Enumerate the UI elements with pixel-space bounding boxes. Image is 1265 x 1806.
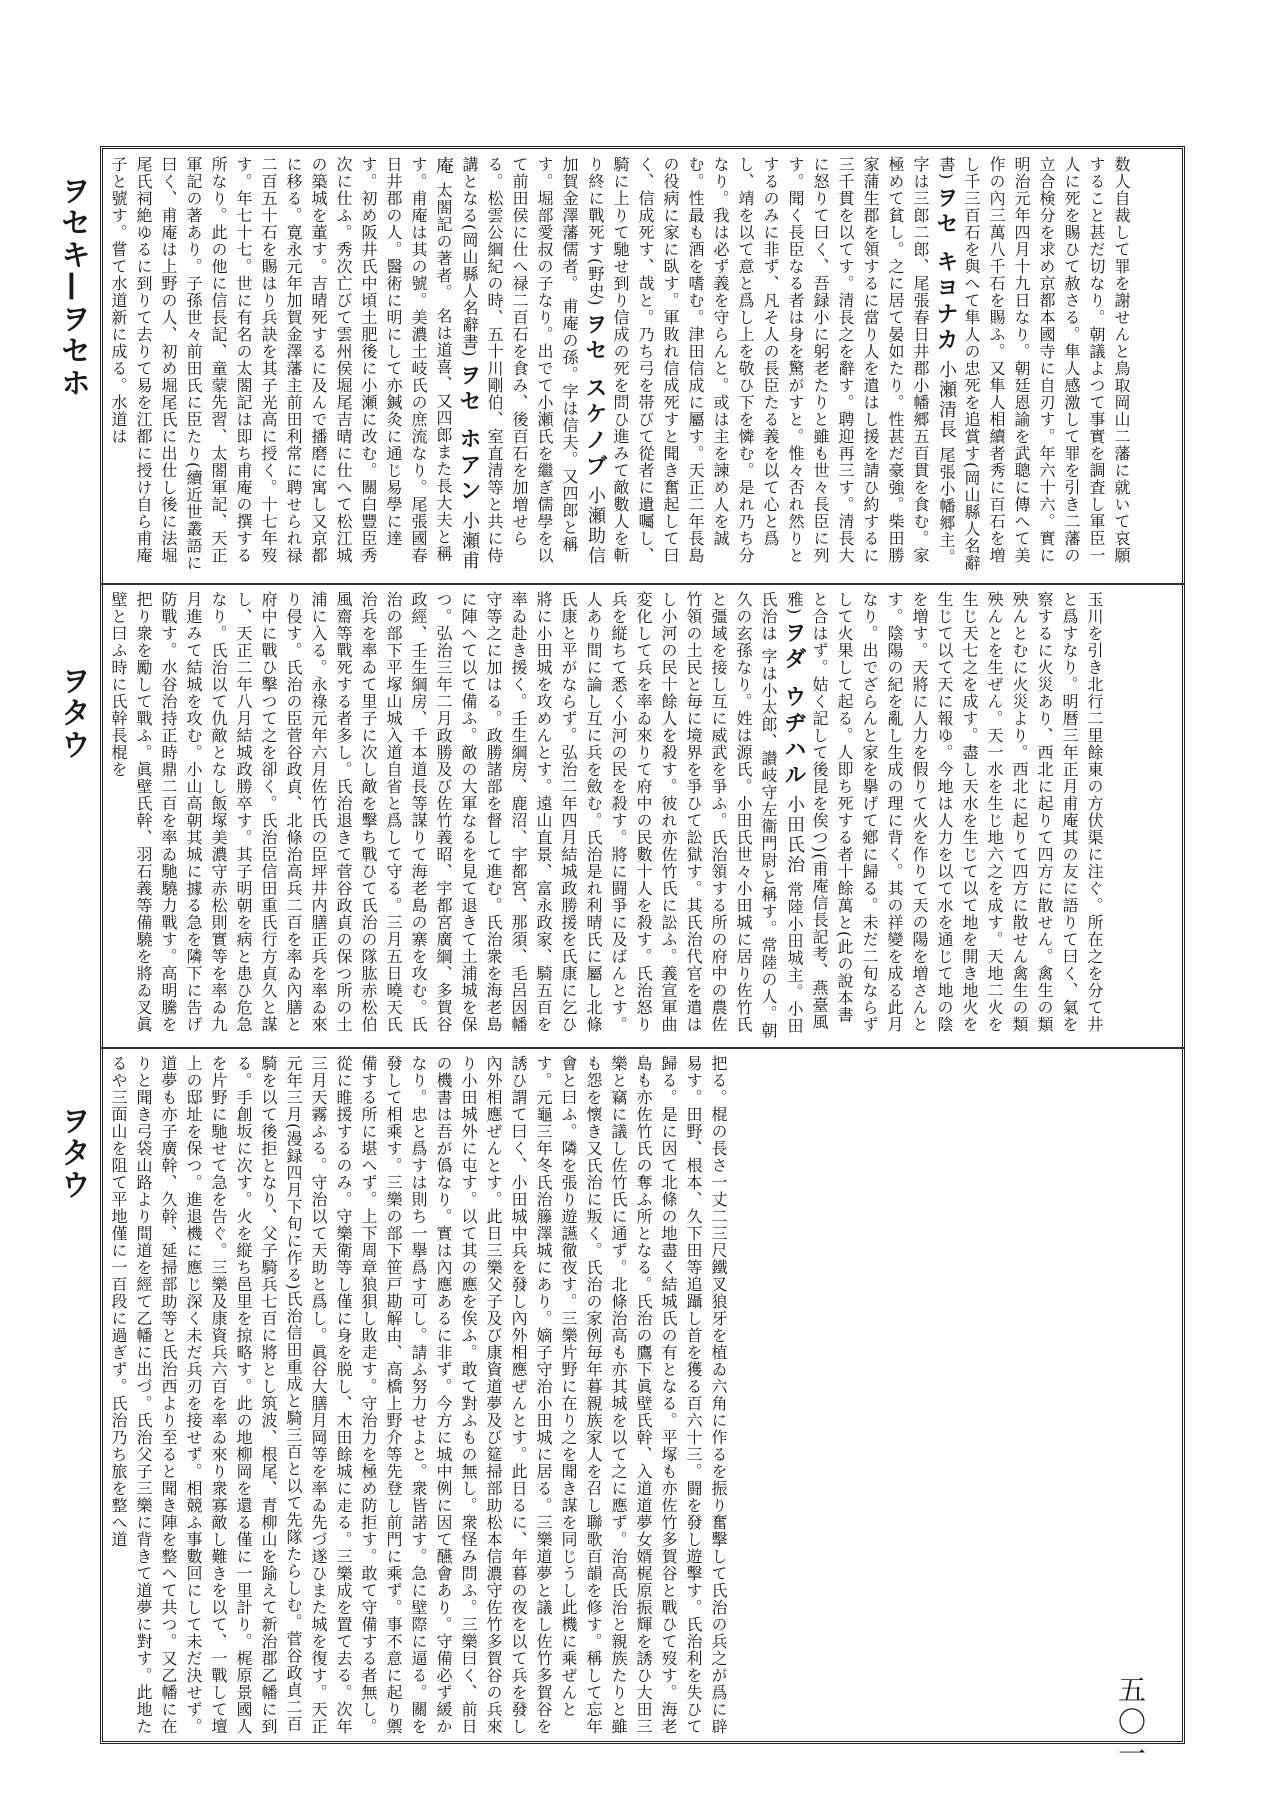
section-middle-text xyxy=(104,587,1109,1044)
entry-origin-hoan: 太閤記の著者。 xyxy=(434,182,453,302)
section-middle xyxy=(104,587,1181,1044)
entry-text-kiyonaga: 字は三郎二郎、尾張春日井郡小幡郷五百貫を食む。家極めて貧し。之に居て晏如たり。性甚だ豪強。柴田勝家蒲生郡を領するに當り人を遣はし援を請ひ約するに三千貫を以てす。清長之を辭す。聘迎再三す。清長大に怒りて曰く、吾録小に躬老たりと雖も世々長臣に列す。聞く長臣なる者は身を驚がすと。惟々否れ然りとするのみに非ず、凡そ人の長臣たる義を以て心と爲し、靖を以て意と爲し上を敬ひ下を憐む。是れ乃ち分なり。我は必ず義を守らんと。或は主を諫め人を誠む。性最も酒を嗜む。津田信成に屬す。天正二年長島の役病に家に臥す。軍敗れ信成死すと聞き奮起して曰く、信成死す、哉と。乃ち弓を帯びて從者に遺囑し、騎に上りて馳せ到り信成の死を問ひ進みて敵數人を斬り終に戰死す(野史) xyxy=(586,156,930,564)
entry-text-sukenobu: 甫庵の孫。字は信夫。又四郎と稱す。堀部愛叔の子なり。出でて小瀬氏を繼ぎ儒學を以て前田侯に仕へ禄二百石を食み、後百石を加増せらる。松雲公綱紀の時、五十川剛伯、室直清等と共に侍講となる(岡山縣人名辭書) xyxy=(460,156,579,564)
section-bottom-text: 把る。棍の長さ一丈二三尺鐵叉狼牙を植ゐ六角に作るを振り奮擊して氏治の兵之が爲に辟易す。田野、根本、久下田等追躡し首を獲る百六十三。闘を發し遊擊す。氏治利を失ひて歸る。是に因て北條の地盡く結城氏の有となる。平塚も亦佐竹多賀谷と戰ひて歿す。海老島も亦佐竹氏の奪ふ所となる。氏治の鷹下眞壁氏幹、入道道夢女婿梶原振輝を誘ひ大田三樂と竊に議し佐竹氏に通ず。北條治高も亦其城を以て之に應ず。治高氏治と親族たりと雖も怨を懷き又氏治に叛く。氏治の家例毎年暮親族家人を召し聯歌百韻を修す。稱して忘年會と曰ふ。隣を張り遊讌徹夜す。三樂片野に在り之を聞き謀を同じうし此機に乘ぜんとす。元龜三年冬氏治籐澤城にあり。嫡子守治小田城に居る。三樂道夢と議し佐竹多賀谷を誘ひ謂て曰く、小田城中兵を發し內外相應ぜんとす。此日るに、年暮の夜を以て兵を發し內外相應ぜんとす。此日三樂父子及び康資道夢及び筵掃部助松本信濃守佐竹多賀谷の兵來り小田城外に屯す。以て其の應を俟ふ。敢て對ふもの無し。衆怪み問ふ。三樂曰く、前日の機書は吾が僞なり。實は內應あるに非ず。今方に城中例に因て醼會あり。守備必ず緩かなり。忠と爲すは則ち一擧爲す可し。請ふ努力せよと。衆皆諾す。急に壁際に逼る。關を發して相乘す。三樂の部下笹戸勘解由、高橋上野介等先登し前門に乘ず。事不意に起り禦備する所に堪へず。上下周章狼狽し敗走す。守治力を極め防拒す。敢て守備する者無し。從に睢援するのみ。守樂衛等し僅に身を脱し、木田餘城に走る。三樂成を置て去る。次年三月天霧ふる。守治以て天助と爲し。眞谷大膳月岡等を率ゐ先づ遂ひまた城を復す。天正元年三月(漫録四月下旬に作る)氏治信田重成と騎三百と以て先隊たらしむ。菅谷政貞二百騎を以て後拒となり、父子騎兵七百に將とし筑波、根尾、青柳山を踰えて新治郡乙幡に到る。手創坂に次す。火を縦ち邑里を掠略す。此の地柳岡を還る僅に一里計り。梶原景國人を片野に馳せて急を告ぐ。三樂及康資兵六百を率ゐ來り衆寡敵し難きを以て、一戰して壇上の邸址を保つ。進退機に應じ深く未だ兵刃を接せず。相競ふ事數回にして未だ決せず。道夢も亦子廣幹、久幹、延掃部助等と氏治西より至ると聞き陣を整へて共つ。又乙幡に在りと聞き弓袋山路より間道を經て乙幡に出づ。氏治父子三樂に背きて道夢に對す。此地たるや三面山を阻て平地僅に一百段に過ぎず。氏治乃ち旅を整へ道 xyxy=(109,1055,728,1735)
entry-heading-sukenobu: ヲセ スケノブ xyxy=(582,312,608,481)
entry-origin-kiyonaga: 尾張小幡郷主。 xyxy=(937,446,956,566)
entry-origin-sukenobu: 加賀金澤藩儒者。 xyxy=(560,156,579,292)
side-label-bottom: ヲタウ xyxy=(55,1105,90,1201)
section-top-text xyxy=(104,152,1136,580)
entry-name-ujiharu: 小田氏治 xyxy=(784,795,805,876)
page-number: 五〇一 xyxy=(1114,1675,1147,1771)
side-label-top: ヲセキ—ヲセホ xyxy=(55,175,90,399)
entry-text-ujiharu: 字は小太郎、讃岐守左衞門尉と稱す。常陸の人。朝久の玄孫なり。姓は源氏。小田氏世々小田城に居り佐竹氏と彊域を接し互に威武を爭ふ。氏治領する所の府中の農佐竹領の土民と毎に境界を爭ひて訟獄す。其氏治代官を遣はし小河の民十餘人を殺す。彼れ亦佐竹氏に訟ふ。義宣軍曲変化して兵を率ゐ來りて府中の民數十人を殺す。氏治怒り兵を縦ちて悉く小河の民を殺す。將に闘爭に及ばんとす。人あり間に論し互に兵を斂む。氏治是れ利晴氏に屬し北條氏康と平がならず。弘治二年四月結城政勝援を氏康に乞ひ將に小田城を攻めんとす。遠山直景、富永政家、騎五百を率ゐ赴き援く。壬生綱房、鹿沼、宇都宮、那須、毛呂因幡守等之に加はる。政勝諸部を督して進む。氏治衆を海老島に陣へて以て備ふ。敵の大軍なるを見て退きて土浦城を保つ。弘治三年二月政勝及び佐竹義昭、宇都宮廣綱、多賀谷政經、壬生綱房、千本道長等謀りて海老島の寨を攻む。氏治の部下平塚山城入道自省と爲して守る。三月五日曉天氏治兵を率ゐて里子に次し敵を擊ち戰ひて氏治の隊肱赤松伯風齋等戰死する者多し。氏治退きて菅谷政貞の保つ所の土浦に入る。永祿元年六月佐竹氏の臣坪井内膳正兵を率ゐ來り侵す。氏治の臣菅谷政貞、北條治高兵二百を率ゐ內膳と府中に戰ひ擊つて之を卻く。氏治臣信田重氏行方貞久と謀し、天正二年八月結城政勝卒す。其子明朝を病と患ひ危急なり。氏治以て仇敵となし飯塚美濃守赤松則實等を率ゐ九月進みて結城を攻む。小山高朝其城に據る急を隣下に告げ防戰す。水谷治持正時鼎二百を率ゐ馳驍力戰す。高明騰を把り衆を勵して戰ふ。眞壁氏幹、羽石義等備驍を將ゐ叉眞壁と曰ふ時に氏幹長棍を xyxy=(109,591,778,1040)
top-intro: 数人自裁して罪を謝せんと鳥取岡山二藩に就いて哀願すること甚だ切なり。朝議よつて事實を調査し軍臣一人に死を賜ひて赦さる。隼人感激して罪を引き二藩の立合検分を求め京都本國寺に自刃す。年六十六。實に明治元年四月十九日なり。朝廷恩諭を武聰に傳へて美作の內三萬八千石を賜ふ。又隼人相續者秀に百石を増し千三百石を與へて隼人の忠死を追賞す(岡山縣人名辭書) xyxy=(937,156,1131,572)
entry-name-hoan: 小瀬甫庵 xyxy=(433,156,480,572)
section-divider-bottom xyxy=(100,1047,1185,1049)
entry-text-hoan: 名は道喜、又四郎また長大夫と稱す。甫庵は其の號。美濃土岐氏の庶流なり。尾張國春日井郡の人。醫術に明にして亦鍼灸に通じ易學に達す。初め阪井氏中頃土肥後に小瀬に改む。關白豐臣秀次に仕ふ。秀次亡びて雲州侯堀尾吉晴に仕へて松江城の築城を董す。吉晴死するに及んで播磨に寓し又京都に移る。寛永元年加賀金澤藩主前田利常に聘せられ禄二百五十石を賜はり兵訣を其子光高に授く。十七年歿す。年七十七。世に有名の太閤記は即ち甫庵の撰する所なり。此の他に信長記、童蒙先習、太閤軍記、天正軍記の著あり。子孫世々前田氏に臣たり(續近世叢語に曰く、甫庵は上野の人、初め堀尾氏に出仕し後に法堀尾氏祠絶ゆるに到りて去りて易を江都に授け自ら甫庵子と號す。嘗て水道新に成る。水道は xyxy=(109,156,453,572)
side-label-middle: ヲタウ xyxy=(55,665,90,761)
section-divider-top xyxy=(100,583,1185,585)
entry-heading-ujiharu: ヲダ ウヂハル xyxy=(781,621,807,790)
entry-name-kiyonaga: 小瀬清長 xyxy=(936,360,957,441)
entry-heading-kiyonaga: ヲセ キヨナカ xyxy=(933,186,959,355)
entry-heading-hoan: ヲセ ホアン xyxy=(456,363,482,506)
section-top xyxy=(104,152,1181,580)
entry-origin-ujiharu: 常陸小田城主。小田氏治は xyxy=(759,591,804,1035)
middle-intro: 玉川を引き北行二里餘東の方伏渠に注ぐ。所在之を分て井と爲すなり。明暦三年正月甫庵其の友に語りて曰く、氣を察するに火災あり、西北に起りて四方に散せん。禽生の類殃んとむに火災より。西北に起りて四方に散せん禽生の類殃んとを生ぜん。天一水を生じ地六之を成す。天地二火を生じ天七之を成す。盡し天水を生じて以て地を開き地火を生じて以て天に報ゆ。今地は人力を以て水を通じて地の陰を増す。天將に人力を假りて火を作りて天の陽を増さんとす。陰陽の紀を亂し生成の理に背く。其の祥變を成る此月なり。出でざらんと家を擧げて鄕に歸る。未だ二旬ならずして火果して起る。人即ち死する者十餘萬と(此の說本書と合はず。姑く記して後昆を俟つ)(甫庵信長記考、燕臺風雅) xyxy=(785,591,1104,1033)
section-bottom xyxy=(104,1051,1181,1741)
entry-name-sukenobu: 小瀬助信 xyxy=(585,486,606,567)
